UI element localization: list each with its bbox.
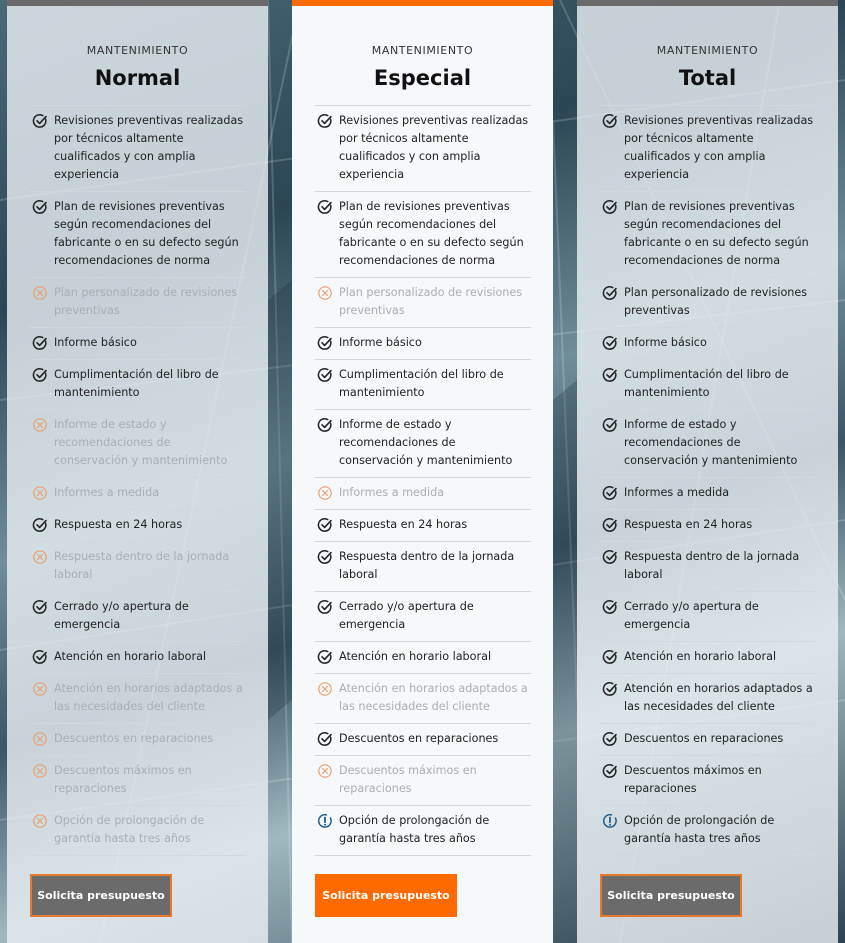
feature-text: Cumplimentación del libro de mantenimiento	[54, 368, 219, 399]
feature-item	[600, 724, 816, 756]
check-icon	[602, 549, 618, 565]
feature-text: Atención en horarios adaptados a las necesidades del cliente	[624, 682, 813, 713]
check-icon	[317, 731, 333, 747]
check-icon	[32, 649, 48, 665]
check-icon	[32, 199, 48, 215]
feature-text: Informe de estado y recomendaciones de conservación y mantenimiento	[339, 418, 513, 467]
feature-text: Plan de revisiones preventivas según recomendaciones del fabricante o en su defecto según recomendaciones de norma	[624, 200, 809, 267]
feature-item	[315, 106, 531, 192]
check-icon	[32, 599, 48, 615]
feature-item	[315, 360, 531, 410]
plan-card-total	[577, 0, 838, 943]
feature-item	[600, 806, 816, 856]
feature-item	[30, 106, 246, 192]
feature-item	[315, 542, 531, 592]
feature-text: Atención en horario laboral	[54, 650, 207, 663]
feature-text: Opción de prolongación de garantía hasta tres años	[339, 814, 490, 845]
feature-item	[30, 510, 246, 542]
check-icon	[32, 367, 48, 383]
feature-text: Opción de prolongación de garantía hasta tres años	[624, 814, 775, 845]
feature-text: Informe básico	[54, 336, 137, 349]
cross-circle-icon	[32, 485, 48, 501]
feature-item	[30, 478, 246, 510]
plan-kicker: MANTENIMIENTO	[371, 44, 474, 57]
check-icon	[602, 285, 618, 301]
check-icon	[602, 199, 618, 215]
feature-text: Informe de estado y recomendaciones de conservación y mantenimiento	[54, 418, 228, 467]
feature-text: Informes a medida	[624, 486, 730, 499]
feature-item	[600, 674, 816, 724]
request-quote-button[interactable]: Solicita presupuesto	[30, 874, 172, 917]
feature-text: Cerrado y/o apertura de emergencia	[54, 600, 189, 631]
request-quote-button[interactable]: Solicita presupuesto	[315, 874, 457, 917]
check-icon	[317, 649, 333, 665]
feature-text: Respuesta dentro de la jornada laboral	[54, 550, 230, 581]
check-icon	[317, 599, 333, 615]
feature-item	[30, 592, 246, 642]
feature-item	[315, 478, 531, 510]
feature-item	[315, 642, 531, 674]
cross-circle-icon	[32, 417, 48, 433]
cross-circle-icon	[317, 763, 333, 779]
check-icon	[317, 417, 333, 433]
feature-item	[600, 278, 816, 328]
check-icon	[602, 517, 618, 533]
feature-text: Cerrado y/o apertura de emergencia	[624, 600, 759, 631]
feature-text: Opción de prolongación de garantía hasta tres años	[54, 814, 205, 845]
plan-card-normal	[7, 0, 268, 943]
check-icon	[32, 335, 48, 351]
plan-title: Total	[678, 66, 737, 90]
check-icon	[602, 731, 618, 747]
feature-item	[30, 542, 246, 592]
feature-item	[30, 756, 246, 806]
feature-text: Informes a medida	[339, 486, 445, 499]
check-icon	[602, 417, 618, 433]
feature-text: Descuentos máximos en reparaciones	[624, 764, 762, 795]
feature-text: Plan personalizado de revisiones preventivas	[339, 286, 523, 317]
plan-title: Normal	[94, 66, 181, 90]
feature-item	[30, 674, 246, 724]
feature-text: Plan de revisiones preventivas según recomendaciones del fabricante o en su defecto según recomendaciones de norma	[339, 200, 524, 267]
feature-item	[600, 592, 816, 642]
check-icon	[32, 517, 48, 533]
feature-list	[30, 105, 246, 856]
check-icon	[602, 367, 618, 383]
feature-list	[600, 105, 816, 856]
feature-item	[315, 510, 531, 542]
feature-text: Plan personalizado de revisiones preventivas	[624, 286, 808, 317]
feature-item	[315, 724, 531, 756]
feature-item	[315, 806, 531, 856]
check-icon	[317, 549, 333, 565]
feature-item	[600, 642, 816, 674]
plan-kicker: MANTENIMIENTO	[656, 44, 759, 57]
feature-text: Cumplimentación del libro de mantenimiento	[339, 368, 504, 399]
plan-kicker: MANTENIMIENTO	[86, 44, 189, 57]
feature-text: Respuesta en 24 horas	[339, 518, 468, 531]
check-icon	[602, 649, 618, 665]
plan-card-especial	[292, 0, 553, 943]
feature-item	[30, 724, 246, 756]
feature-text: Atención en horarios adaptados a las necesidades del cliente	[54, 682, 243, 713]
feature-item	[600, 542, 816, 592]
feature-item	[30, 192, 246, 278]
feature-item	[315, 592, 531, 642]
feature-text: Respuesta en 24 horas	[54, 518, 183, 531]
cross-circle-icon	[317, 485, 333, 501]
feature-item	[30, 642, 246, 674]
feature-item	[30, 410, 246, 478]
feature-text: Descuentos máximos en reparaciones	[339, 764, 477, 795]
feature-text: Atención en horarios adaptados a las necesidades del cliente	[339, 682, 528, 713]
feature-item	[315, 756, 531, 806]
feature-list	[315, 105, 531, 856]
feature-text: Plan de revisiones preventivas según recomendaciones del fabricante o en su defecto según recomendaciones de norma	[54, 200, 239, 267]
check-icon	[317, 113, 333, 129]
feature-item	[315, 674, 531, 724]
feature-text: Informe de estado y recomendaciones de conservación y mantenimiento	[624, 418, 798, 467]
feature-text: Revisiones preventivas realizadas por técnicos altamente cualificados y con amplia experiencia	[624, 114, 814, 181]
request-quote-button[interactable]: Solicita presupuesto	[600, 874, 742, 917]
cross-circle-icon	[32, 681, 48, 697]
feature-text: Revisiones preventivas realizadas por técnicos altamente cualificados y con amplia experiencia	[339, 114, 529, 181]
check-icon	[317, 335, 333, 351]
cross-circle-icon	[317, 285, 333, 301]
info-circle-icon	[317, 813, 333, 829]
feature-item	[315, 410, 531, 478]
feature-item	[30, 806, 246, 856]
feature-item	[600, 192, 816, 278]
feature-text: Revisiones preventivas realizadas por técnicos altamente cualificados y con amplia experiencia	[54, 114, 244, 181]
feature-text: Respuesta dentro de la jornada laboral	[624, 550, 800, 581]
cross-circle-icon	[32, 285, 48, 301]
feature-text: Plan personalizado de revisiones preventivas	[54, 286, 238, 317]
feature-text: Descuentos máximos en reparaciones	[54, 764, 192, 795]
check-icon	[602, 599, 618, 615]
feature-text: Atención en horario laboral	[624, 650, 777, 663]
cross-circle-icon	[32, 813, 48, 829]
feature-text: Atención en horario laboral	[339, 650, 492, 663]
feature-item	[315, 192, 531, 278]
check-icon	[32, 113, 48, 129]
check-icon	[317, 367, 333, 383]
feature-text: Informe básico	[339, 336, 422, 349]
feature-item	[600, 410, 816, 478]
check-icon	[602, 485, 618, 501]
feature-item	[315, 328, 531, 360]
feature-item	[315, 278, 531, 328]
feature-text: Descuentos en reparaciones	[624, 732, 784, 745]
feature-item	[600, 106, 816, 192]
info-circle-icon	[602, 813, 618, 829]
feature-text: Informes a medida	[54, 486, 160, 499]
feature-item	[600, 510, 816, 542]
feature-item	[600, 328, 816, 360]
feature-item	[600, 756, 816, 806]
feature-text: Descuentos en reparaciones	[339, 732, 499, 745]
feature-text: Cumplimentación del libro de mantenimiento	[624, 368, 789, 399]
check-icon	[602, 681, 618, 697]
cross-circle-icon	[317, 681, 333, 697]
feature-item	[600, 360, 816, 410]
check-icon	[317, 517, 333, 533]
feature-text: Informe básico	[624, 336, 707, 349]
feature-text: Respuesta en 24 horas	[624, 518, 753, 531]
cross-circle-icon	[32, 731, 48, 747]
feature-item	[30, 278, 246, 328]
cross-circle-icon	[32, 763, 48, 779]
cross-circle-icon	[32, 549, 48, 565]
check-icon	[602, 335, 618, 351]
feature-item	[30, 328, 246, 360]
plan-title: Especial	[373, 66, 472, 90]
feature-text: Respuesta dentro de la jornada laboral	[339, 550, 515, 581]
check-icon	[602, 113, 618, 129]
feature-item	[600, 478, 816, 510]
feature-text: Cerrado y/o apertura de emergencia	[339, 600, 474, 631]
check-icon	[602, 763, 618, 779]
check-icon	[317, 199, 333, 215]
feature-item	[30, 360, 246, 410]
feature-text: Descuentos en reparaciones	[54, 732, 214, 745]
